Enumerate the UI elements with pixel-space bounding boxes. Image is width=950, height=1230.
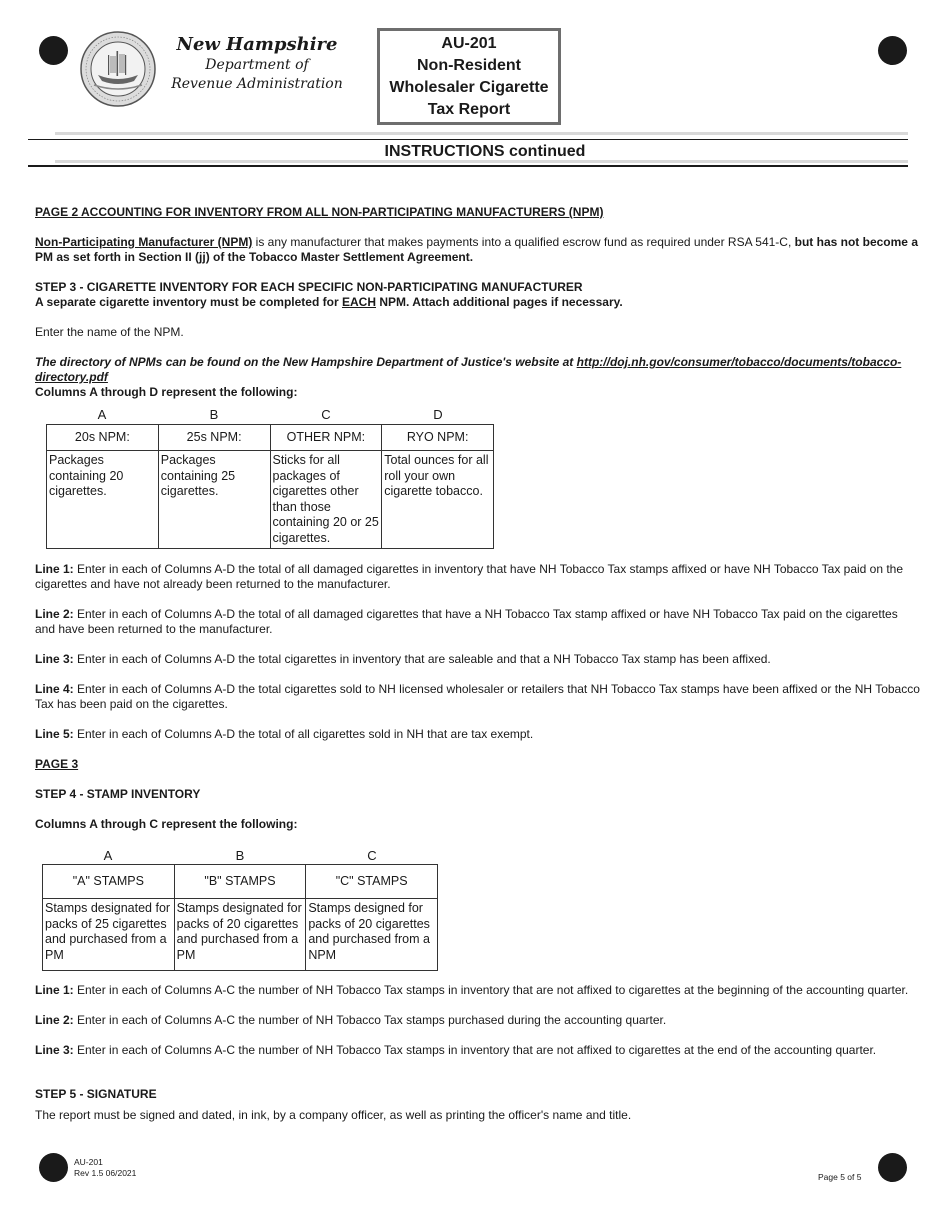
page2-line-1 bbox=[35, 562, 920, 592]
table-header-cell: 25s NPM: bbox=[158, 425, 270, 451]
npm-definition-text: is any manufacturer that makes payments into a qualified escrow fund as required under RSA 541-C, bbox=[252, 235, 795, 249]
columns-intro-page2: Columns A through D represent the following: bbox=[35, 385, 298, 399]
npm-columns-table bbox=[46, 424, 494, 549]
registration-mark-top-right bbox=[878, 36, 907, 65]
footer-form-info bbox=[74, 1157, 136, 1179]
agency-name bbox=[162, 34, 352, 94]
footer-form-id: AU-201 bbox=[74, 1157, 103, 1167]
line-label: Line 2: bbox=[35, 1013, 74, 1027]
footer-revision: Rev 1.5 06/2021 bbox=[74, 1168, 137, 1178]
line-text: Enter in each of Columns A-D the total of all damaged cigarettes in inventory that have NH Tobacco Tax stamps affixed or have NH Tobacco Tax paid on the cigarettes and have not already been returned to the manufacturer. bbox=[35, 562, 904, 591]
column-letter: D bbox=[433, 407, 443, 422]
registration-mark-bottom-left bbox=[39, 1153, 68, 1182]
table-header-cell: "C" STAMPS bbox=[306, 865, 438, 899]
registration-mark-top-left bbox=[39, 36, 68, 65]
step5-title: STEP 5 - SIGNATURE bbox=[35, 1087, 157, 1101]
step3-title: STEP 3 - CIGARETTE INVENTORY FOR EACH SPECIFIC NON-PARTICIPATING MANUFACTURER bbox=[35, 280, 583, 294]
enter-npm-name: Enter the name of the NPM. bbox=[35, 325, 184, 339]
page2-heading: PAGE 2 ACCOUNTING FOR INVENTORY FROM ALL NON-PARTICIPATING MANUFACTURERS (NPM) bbox=[35, 205, 604, 219]
stamp-columns-table bbox=[42, 864, 438, 971]
line-text: Enter in each of Columns A-D the total cigarettes in inventory that are saleable and that a NH Tobacco Tax stamp has been affixed. bbox=[73, 652, 771, 666]
table-header-row bbox=[43, 865, 438, 899]
column-letters-page3 bbox=[42, 848, 438, 863]
columns-intro-page3: Columns A through C represent the following: bbox=[35, 817, 298, 831]
divider bbox=[28, 139, 908, 140]
step3-subtitle-each: EACH bbox=[341, 295, 376, 309]
npm-definition bbox=[35, 235, 920, 265]
page2-line-4 bbox=[35, 682, 920, 712]
table-row bbox=[47, 451, 494, 549]
line-label: Line 4: bbox=[35, 682, 74, 696]
step5-text: The report must be signed and dated, in ink, by a company officer, as well as printing the officer's name and title. bbox=[35, 1108, 632, 1122]
state-name: New Hampshire bbox=[176, 34, 338, 55]
table-row bbox=[43, 899, 438, 971]
table-header-cell: 20s NPM: bbox=[47, 425, 159, 451]
page-number: Page 5 of 5 bbox=[818, 1172, 862, 1182]
npm-definition-bold: but has not become a PM as set forth in Section II (jj) of the Tobacco Master Settlement Agreement. bbox=[35, 235, 918, 264]
column-letter: A bbox=[103, 848, 113, 863]
column-letter: C bbox=[321, 407, 331, 422]
table-header-cell: OTHER NPM: bbox=[270, 425, 382, 451]
form-title-line-3: Tax Report bbox=[427, 101, 511, 118]
column-letter: B bbox=[209, 407, 219, 422]
line-text: Enter in each of Columns A-D the total cigarettes sold to NH licensed wholesaler or retailers that NH Tobacco Tax stamps have been affixed or the NH Tobacco Tax has been paid on the cigarettes. bbox=[35, 682, 920, 711]
page3-line-2 bbox=[35, 1013, 920, 1028]
divider bbox=[28, 165, 908, 167]
line-text: Enter in each of Columns A-C the number of NH Tobacco Tax stamps purchased during the accounting quarter. bbox=[73, 1013, 667, 1027]
line-text: Enter in each of Columns A-C the number of NH Tobacco Tax stamps in inventory that are not affixed to cigarettes at the end of the accounting quarter. bbox=[73, 1043, 877, 1057]
table-cell: Packages containing 20 cigarettes. bbox=[47, 451, 159, 549]
page3-heading: PAGE 3 bbox=[35, 757, 79, 771]
table-cell: Sticks for all packages of cigarettes other than those containing 20 or 25 cigarettes. bbox=[270, 451, 382, 549]
divider bbox=[55, 160, 908, 163]
line-label: Line 3: bbox=[35, 1043, 74, 1057]
section-title: INSTRUCTIONS continued bbox=[384, 143, 586, 160]
column-letter: C bbox=[367, 848, 377, 863]
form-number: AU-201 bbox=[441, 35, 497, 52]
directory-link[interactable]: http://doj.nh.gov/consumer/tobacco/documents/tobacco-directory.pdf bbox=[35, 355, 902, 384]
table-header-cell: "B" STAMPS bbox=[174, 865, 306, 899]
page3-line-1 bbox=[35, 983, 920, 998]
line-text: Enter in each of Columns A-C the number of NH Tobacco Tax stamps in inventory that are not affixed to cigarettes at the beginning of the accounting quarter. bbox=[73, 983, 909, 997]
registration-mark-bottom-right bbox=[878, 1153, 907, 1182]
page2-line-5 bbox=[35, 727, 920, 742]
column-letters-page2 bbox=[46, 407, 494, 422]
step3-subtitle-b: NPM. Attach additional pages if necessary. bbox=[376, 295, 623, 309]
page2-line-3 bbox=[35, 652, 920, 667]
table-header-cell: "A" STAMPS bbox=[43, 865, 175, 899]
divider bbox=[55, 132, 908, 135]
table-cell: Stamps designated for packs of 20 cigarettes and purchased from a PM bbox=[174, 899, 306, 971]
table-cell: Stamps designed for packs of 20 cigarettes and purchased from a NPM bbox=[306, 899, 438, 971]
npm-term: Non-Participating Manufacturer (NPM) bbox=[35, 235, 253, 249]
line-label: Line 2: bbox=[35, 607, 74, 621]
page3-line-3 bbox=[35, 1043, 920, 1058]
step3-subtitle-a: A separate cigarette inventory must be completed for bbox=[35, 295, 342, 309]
form-title-box bbox=[377, 28, 561, 125]
line-label: Line 1: bbox=[35, 983, 74, 997]
form-title-line-2: Wholesaler Cigarette bbox=[389, 79, 549, 96]
state-seal-icon bbox=[80, 31, 156, 107]
department-line-2: Revenue Administration bbox=[171, 76, 343, 92]
page2-line-2 bbox=[35, 607, 920, 637]
table-header-row bbox=[47, 425, 494, 451]
column-letter: A bbox=[97, 407, 107, 422]
line-text: Enter in each of Columns A-D the total of all damaged cigarettes that have a NH Tobacco Tax stamp affixed or have NH Tobacco Tax paid on the cigarettes and have been returned to the manufacturer. bbox=[35, 607, 898, 636]
npm-directory-note bbox=[35, 355, 920, 385]
line-text: Enter in each of Columns A-D the total of all cigarettes sold in NH that are tax exempt. bbox=[73, 727, 534, 741]
column-letter: B bbox=[235, 848, 245, 863]
table-cell: Total ounces for all roll your own cigarette tobacco. bbox=[382, 451, 494, 549]
line-label: Line 3: bbox=[35, 652, 74, 666]
table-cell: Packages containing 25 cigarettes. bbox=[158, 451, 270, 549]
step4-title: STEP 4 - STAMP INVENTORY bbox=[35, 787, 201, 801]
form-title-line-1: Non-Resident bbox=[417, 57, 521, 74]
directory-text: The directory of NPMs can be found on the New Hampshire Department of Justice's website at bbox=[35, 355, 577, 369]
step3-subtitle bbox=[35, 295, 920, 310]
table-header-cell: RYO NPM: bbox=[382, 425, 494, 451]
table-cell: Stamps designated for packs of 25 cigarettes and purchased from a PM bbox=[43, 899, 175, 971]
line-label: Line 1: bbox=[35, 562, 74, 576]
department-line-1: Department of bbox=[205, 57, 309, 73]
line-label: Line 5: bbox=[35, 727, 74, 741]
